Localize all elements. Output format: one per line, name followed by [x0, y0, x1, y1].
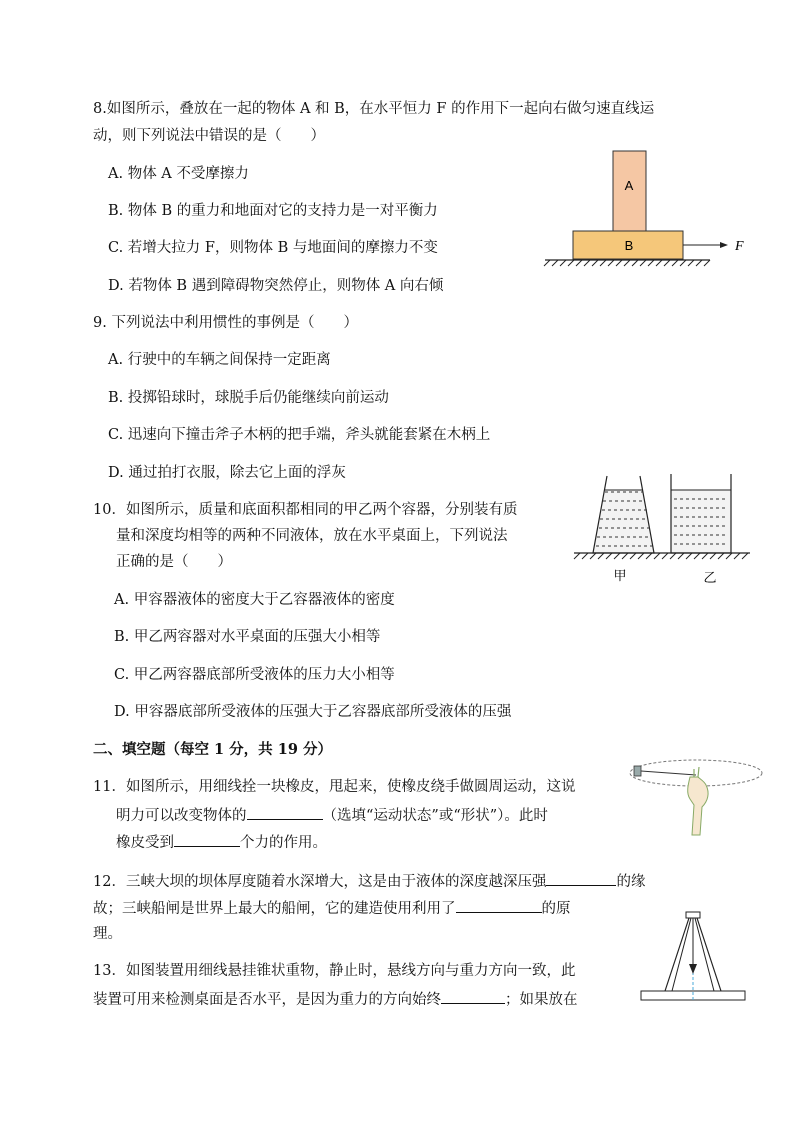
q13-blank-1[interactable]: [441, 988, 505, 1004]
q11-line3-text-b: 个力的作用。: [240, 835, 327, 851]
q8-option-c: C. 若增大拉力 F，则物体 B 与地面间的摩擦力不变: [108, 240, 438, 256]
q12-line2-text-b: 的原: [541, 901, 571, 917]
eraser: [634, 766, 641, 776]
q9-option-c: C. 迅速向下撞击斧子木柄的把手端，斧头就能套紧在木柄上: [108, 427, 491, 443]
q10-stem-line3: 正确的是（ ）: [116, 554, 232, 570]
q8-option-b: B. 物体 B 的重力和地面对它的支持力是一对平衡力: [108, 203, 438, 219]
q13-line2: [93, 988, 578, 1010]
q9-option-a: A. 行驶中的车辆之间保持一定距离: [108, 352, 331, 368]
q10-option-c: C. 甲乙两容器底部所受液体的压力大小相等: [114, 667, 395, 683]
q12-line3: 理。: [93, 926, 122, 942]
block-a-label: A: [624, 178, 634, 193]
q8-stem-line1: 8.如图所示，叠放在一起的物体 A 和 B，在水平恒力 F 的作用下一起向右做匀速直线运: [93, 101, 655, 117]
q12-blank-2[interactable]: [456, 897, 542, 913]
label-jia: 甲: [613, 569, 627, 584]
q9-option-d: D. 通过拍打衣服，除去它上面的浮灰: [108, 465, 346, 481]
table-hatching: [574, 553, 748, 559]
q12-line2: [93, 897, 571, 919]
q13-line2-text-a: 装置可用来检测桌面是否水平，是因为重力的方向始终: [93, 992, 441, 1008]
q11-blank-2[interactable]: [174, 831, 240, 847]
q12-line2-text-a: 故；三峡船闸是世界上最大的船闸，它的建造使用利用了: [93, 901, 456, 917]
section2-title: 二、填空题（每空 1 分，共 19 分）: [93, 741, 332, 758]
force-arrowhead: [720, 242, 728, 248]
q10-option-b: B. 甲乙两容器对水平桌面的压强大小相等: [114, 629, 381, 645]
q13-line2-text-b: ；如果放在: [505, 992, 578, 1008]
q9-stem: 9. 下列说法中利用惯性的事例是（ ）: [93, 315, 358, 331]
q13-line1: 13．如图装置用细线悬挂锥状重物，静止时，悬线方向与重力方向一致，此: [93, 963, 576, 979]
q12-blank-1[interactable]: [546, 870, 616, 886]
q10-option-d: D. 甲容器底部所受液体的压强大于乙容器底部所受液体的压强: [114, 704, 512, 720]
q8-option-d: D. 若物体 B 遇到障碍物突然停止，则物体 A 向右倾: [108, 278, 444, 294]
block-b-label: B: [624, 238, 634, 253]
q11-figure-eraser: [628, 755, 768, 840]
hand: [688, 777, 708, 835]
q12-line1-text-b: 的缘: [616, 874, 646, 890]
q11-line2: [116, 804, 548, 826]
q10-figure-containers: [570, 470, 755, 588]
cone-weight: [689, 964, 697, 974]
q13-figure-plumb-level: [636, 908, 750, 1004]
q8-option-a: A. 物体 A 不受摩擦力: [108, 166, 249, 182]
q10-stem-line1: 10．如图所示，质量和底面积都相同的甲乙两个容器，分别装有质: [93, 502, 518, 518]
label-yi: 乙: [703, 571, 717, 586]
q8-figure-blocks: [540, 145, 760, 275]
q11-line1: 11．如图所示，用细线拴一块橡皮，甩起来，使橡皮绕手做圆周运动，这说: [93, 779, 576, 795]
q11-line2-text-b: （选填“运动状态”或“形状”）。此时: [322, 808, 548, 824]
q12-line1: [93, 870, 645, 892]
q10-stem-line2: 量和深度均相等的两种不同液体，放在水平桌面上，下列说法: [116, 528, 508, 544]
q9-option-b: B. 投掷铅球时，球脱手后仍能继续向前运动: [108, 390, 389, 406]
q11-blank-1[interactable]: [247, 804, 323, 820]
ground-hatching: [544, 260, 710, 266]
q11-line3-text-a: 橡皮受到: [116, 835, 174, 851]
force-label: F: [735, 239, 744, 254]
q12-line1-text-a: 12．三峡大坝的坝体厚度随着水深增大，这是由于液体的深度越深压强: [93, 874, 547, 890]
q11-line2-text-a: 明力可以改变物体的: [116, 808, 247, 824]
q10-option-a: A. 甲容器液体的密度大于乙容器液体的密度: [114, 592, 395, 608]
frame-top: [686, 912, 700, 918]
q11-line3: [116, 831, 327, 853]
string: [641, 771, 696, 775]
q8-stem-line2: 动，则下列说法中错误的是（ ）: [93, 128, 325, 144]
